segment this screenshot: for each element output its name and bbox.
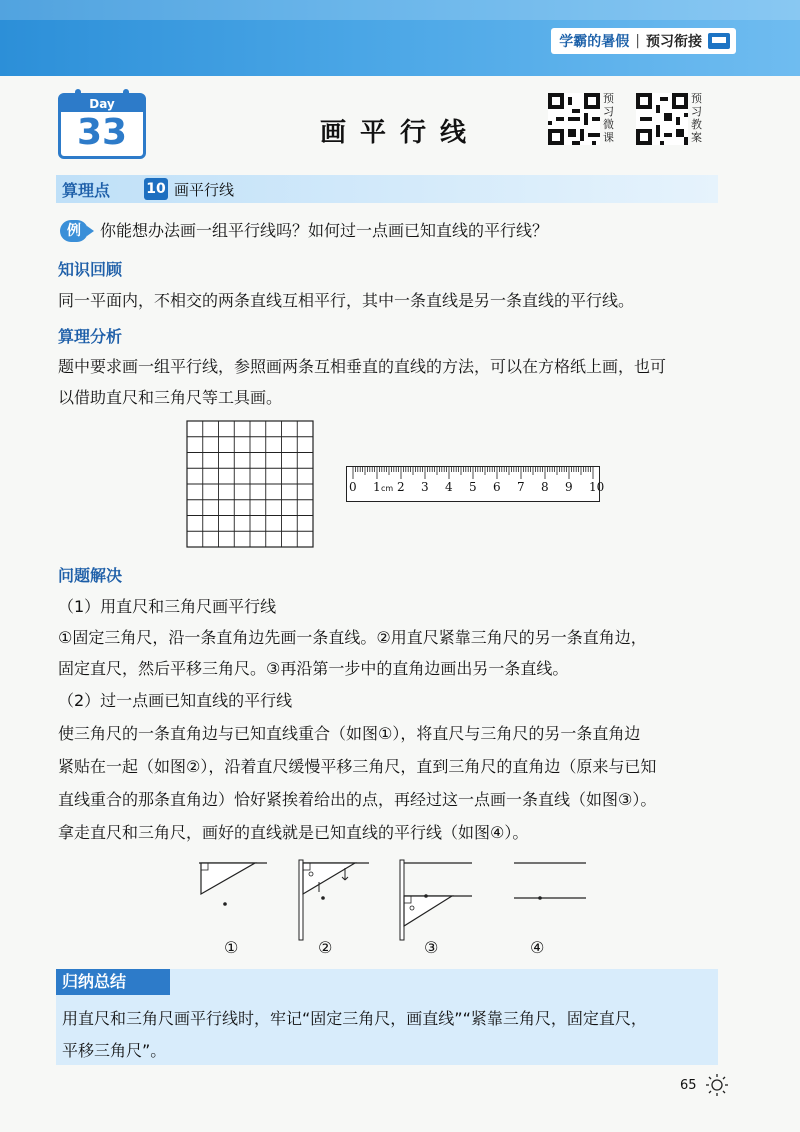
part1-line-2: 固定直尺，然后平移三角尺。③再沿第一步中的直角边画出另一条直线。 bbox=[58, 659, 569, 678]
part2-line-4: 拿走直尺和三角尺，画好的直线就是已知直线的平行线（如图④）。 bbox=[58, 823, 529, 842]
example-badge: 例 bbox=[60, 220, 88, 242]
ruler-ticks bbox=[347, 467, 599, 481]
knowledge-text: 同一平面内，不相交的两条直线互相平行，其中一条直线是另一条直线的平行线。 bbox=[58, 291, 635, 310]
ruler-tick-label: 4 bbox=[445, 480, 453, 494]
part2-title: （2）过一点画已知直线的平行线 bbox=[58, 691, 293, 710]
figure-label-4: ④ bbox=[530, 938, 545, 957]
figure-2 bbox=[293, 858, 373, 944]
ruler-tick-label: 8 bbox=[541, 480, 549, 494]
series-tag bbox=[551, 28, 736, 54]
knowledge-heading: 知识回顾 bbox=[58, 260, 123, 279]
part2-line-1: 使三角尺的一条直角边与已知直线重合（如图①），将直尺与三角尺的另一条直角边 bbox=[58, 724, 641, 743]
ruler-tick-label: 0 bbox=[349, 480, 357, 494]
day-label: Day bbox=[61, 96, 143, 112]
figure-label-1: ① bbox=[224, 938, 239, 957]
book-icon bbox=[708, 33, 730, 49]
qr-code-icon[interactable] bbox=[636, 93, 688, 145]
figure-3 bbox=[396, 858, 476, 944]
part2-line-3: 直线重合的那条直角边）恰好紧挨着给出的点，再经过这一点画一条直线（如图③）。 bbox=[58, 790, 657, 809]
arrow-icon bbox=[87, 226, 94, 236]
series-separator: | bbox=[635, 33, 640, 49]
solution-heading: 问题解决 bbox=[58, 566, 123, 585]
page-title: 画平行线 bbox=[319, 118, 480, 148]
figure-4 bbox=[510, 858, 590, 918]
sun-icon bbox=[704, 1072, 730, 1098]
figure-label-3: ③ bbox=[424, 938, 439, 957]
analysis-line-1: 题中要求画一组平行线，参照画两条互相垂直的直线的方法，可以在方格纸上画，也可 bbox=[58, 357, 667, 376]
section-kind: 算理点 bbox=[62, 181, 111, 200]
ruler-tick-label: 9 bbox=[565, 480, 573, 494]
qr-label: 预习教案 bbox=[691, 92, 702, 144]
series-name: 学霸的暑假 bbox=[559, 34, 630, 50]
grid-paper bbox=[186, 420, 314, 548]
ruler bbox=[346, 466, 605, 502]
ruler-unit: cm bbox=[381, 484, 394, 493]
ruler-tick-label: 6 bbox=[493, 480, 501, 494]
ruler-tick-label: 10 bbox=[589, 480, 605, 494]
part1-title: （1）用直尺和三角尺画平行线 bbox=[58, 597, 277, 616]
day-badge bbox=[58, 93, 146, 159]
section-bar bbox=[56, 175, 718, 203]
section-name: 画平行线 bbox=[174, 181, 235, 199]
ruler-tick-label: 7 bbox=[517, 480, 525, 494]
section-number: 10 bbox=[144, 178, 168, 200]
part1-line-1: ①固定三角尺，沿一条直角边先画一条直线。②用直尺紧靠三角尺的另一条直角边， bbox=[58, 628, 647, 647]
part2-line-2: 紧贴在一起（如图②），沿着直尺缓慢平移三角尺，直到三角尺的直角边（原来与已知 bbox=[58, 757, 657, 776]
qr-code-icon[interactable] bbox=[548, 93, 600, 145]
ruler-tick-label: 1 bbox=[373, 480, 381, 494]
ruler-tick-label: 3 bbox=[421, 480, 429, 494]
page-number: 65 bbox=[680, 1078, 697, 1093]
qr-label: 预习微课 bbox=[603, 92, 614, 144]
analysis-line-2: 以借助直尺和三角尺等工具画。 bbox=[58, 388, 283, 407]
example-question: 你能想办法画一组平行线吗？如何过一点画已知直线的平行线？ bbox=[100, 221, 549, 240]
series-subtitle: 预习衔接 bbox=[646, 34, 702, 50]
figure-1 bbox=[195, 858, 275, 918]
day-number: 33 bbox=[76, 112, 128, 153]
ruler-tick-label: 2 bbox=[397, 480, 405, 494]
ruler-tick-label: 5 bbox=[469, 480, 477, 494]
summary-line-1: 用直尺和三角尺画平行线时，牢记“固定三角尺，画直线”“紧靠三角尺，固定直尺， bbox=[62, 1009, 647, 1028]
summary-line-2: 平移三角尺”。 bbox=[62, 1041, 167, 1060]
summary-heading: 归纳总结 bbox=[56, 969, 170, 995]
analysis-heading: 算理分析 bbox=[58, 327, 123, 346]
figure-label-2: ② bbox=[318, 938, 333, 957]
